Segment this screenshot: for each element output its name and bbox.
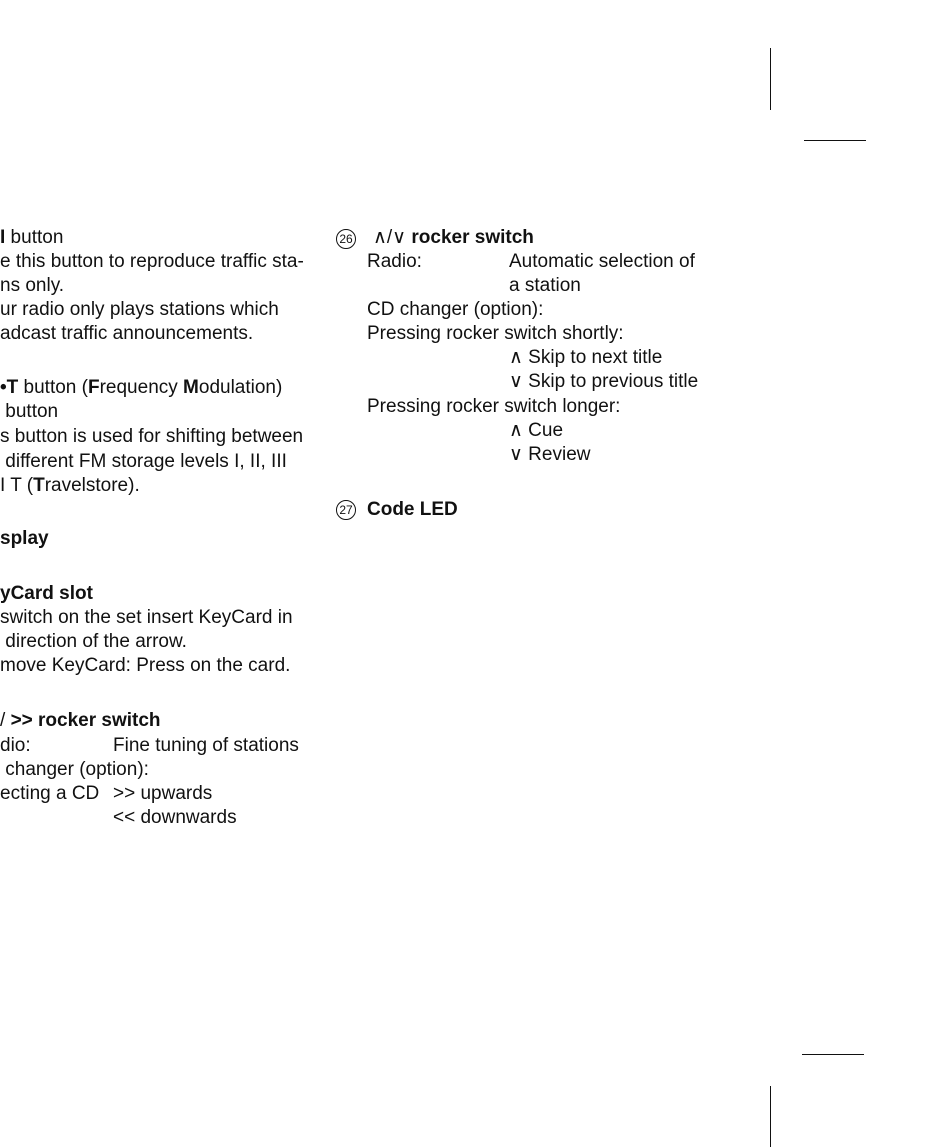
crop-mark-bottom-vertical xyxy=(770,1086,771,1147)
rocker-updown-long-up: ∧ Cue xyxy=(509,420,564,441)
rocker-updown-heading: ∧/∨ rocker switch xyxy=(373,227,534,248)
crop-mark-bottom-horizontal xyxy=(802,1054,864,1055)
crop-mark-top-horizontal xyxy=(804,140,866,141)
ta-button-text-line: ns only. xyxy=(0,275,65,296)
rocker-updown-long-label: Pressing rocker switch longer: xyxy=(367,396,621,417)
rocker-lr-select-up: >> upwards xyxy=(113,783,213,804)
item-number-27: 27 xyxy=(336,500,356,520)
rocker-updown-cd-label: CD changer (option): xyxy=(367,299,544,320)
crop-mark-top-vertical xyxy=(770,48,771,110)
rocker-lr-select-label: ecting a CD xyxy=(0,783,100,804)
fmt-button-text-line: s button is used for shifting between xyxy=(0,426,304,447)
rocker-updown-short-down: ∨ Skip to previous title xyxy=(509,371,699,392)
rocker-lr-radio-value: Fine tuning of stations xyxy=(113,735,299,756)
rocker-lr-heading: / >> rocker switch xyxy=(0,710,161,731)
ta-button-heading: I button xyxy=(0,227,64,248)
rocker-updown-radio-value: Automatic selection of xyxy=(509,251,695,272)
rocker-updown-long-down: ∨ Review xyxy=(509,444,591,465)
fmt-button-heading: •T button (Frequency Modulation) xyxy=(0,377,283,398)
rocker-lr-radio-label: dio: xyxy=(0,735,31,756)
ta-button-text-line: adcast traffic announcements. xyxy=(0,323,254,344)
ta-button-text-line: e this button to reproduce traffic sta- xyxy=(0,251,304,272)
keycard-slot-heading: yCard slot xyxy=(0,583,93,604)
keycard-text-line: move KeyCard: Press on the card. xyxy=(0,655,291,676)
rocker-updown-short-up: ∧ Skip to next title xyxy=(509,347,663,368)
keycard-text-line: switch on the set insert KeyCard in xyxy=(0,607,293,628)
fmt-button-text-line: different FM storage levels I, II, III xyxy=(0,451,287,472)
rocker-updown-short-label: Pressing rocker switch shortly: xyxy=(367,323,624,344)
fmt-button-text-line: button xyxy=(0,401,59,422)
item-number-26: 26 xyxy=(336,229,356,249)
rocker-updown-radio-label: Radio: xyxy=(367,251,422,272)
rocker-updown-radio-value: a station xyxy=(509,275,581,296)
rocker-lr-select-down: << downwards xyxy=(113,807,237,828)
rocker-lr-cd-label: changer (option): xyxy=(0,759,149,780)
fmt-button-text-line: I T (Travelstore). xyxy=(0,475,140,496)
keycard-text-line: direction of the arrow. xyxy=(0,631,187,652)
code-led-heading: Code LED xyxy=(367,499,458,520)
ta-button-text-line: ur radio only plays stations which xyxy=(0,299,279,320)
display-heading: splay xyxy=(0,528,49,549)
